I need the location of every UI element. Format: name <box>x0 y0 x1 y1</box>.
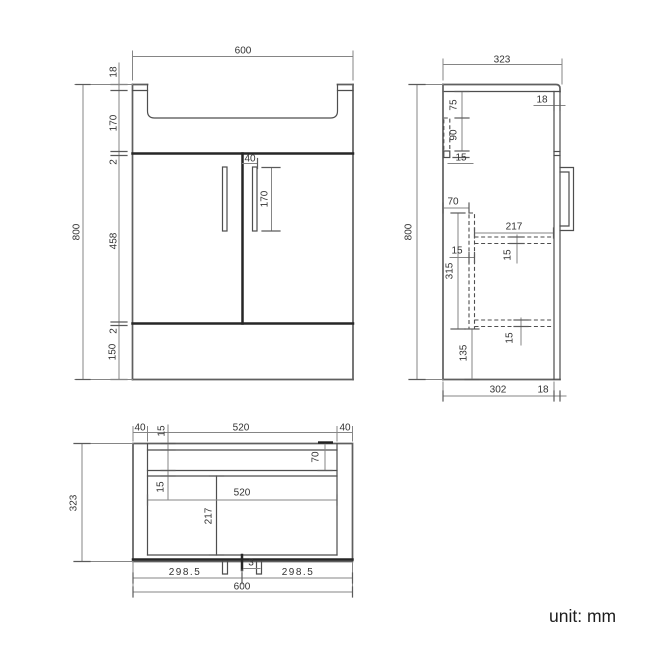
dim-plan-interior-width: 520 <box>232 422 250 434</box>
dim-side-rail-depth: 70 <box>447 196 459 208</box>
dim-plan-divider-depth: 217 <box>203 507 215 525</box>
dim-plan-side-panel-right: 40 <box>339 422 351 434</box>
dim-side-bracket-offset: 75 <box>448 99 460 111</box>
dim-side-body-depth: 302 <box>489 384 507 396</box>
dim-side-height: 800 <box>403 223 415 241</box>
dim-front-door-height: 458 <box>108 232 120 250</box>
dim-front-width: 600 <box>234 45 252 57</box>
door-handle-right <box>253 167 258 231</box>
basin-profile <box>148 85 338 119</box>
dim-plan-left-door: 298.5 <box>168 567 202 578</box>
front-view <box>72 46 354 380</box>
dim-plan-door-gap: 3 <box>248 557 254 569</box>
plan-handle-left <box>223 562 228 575</box>
dim-plan-back-panel-thickness: 15 <box>156 425 168 437</box>
dim-plan-rail-thickness: 15 <box>155 481 167 493</box>
dim-front-plinth: 150 <box>107 343 119 361</box>
dim-side-shelf-depth: 217 <box>505 221 523 233</box>
plan-handle-right <box>257 562 262 575</box>
dim-side-door-thickness-bottom: 18 <box>537 384 549 396</box>
side-view <box>404 55 574 402</box>
side-dimension-lines <box>409 59 566 401</box>
dim-side-bracket-height: 90 <box>448 129 460 141</box>
dim-side-bracket-thickness: 15 <box>455 152 467 164</box>
back-panel-hidden <box>469 213 475 329</box>
dim-side-bottom-height: 135 <box>458 344 470 362</box>
side-door-handle <box>560 168 574 231</box>
shelf-hidden <box>475 237 554 244</box>
dim-plan-interior-width-mid: 520 <box>233 487 251 499</box>
dim-plan-side-panel-left: 40 <box>134 422 146 434</box>
bottom-shelf-hidden <box>475 320 554 327</box>
dim-plan-depth: 323 <box>68 494 80 512</box>
dim-front-counter-thickness: 18 <box>108 66 120 78</box>
dim-side-door-thickness-top: 18 <box>536 94 548 106</box>
dim-front-handle-offset: 40 <box>244 153 256 165</box>
dim-side-back-panel-length: 315 <box>444 262 456 280</box>
dim-front-gap-bottom: 2 <box>108 328 120 334</box>
dim-front-basin-depth: 170 <box>108 114 120 132</box>
dim-plan-rail-depth: 70 <box>310 451 322 463</box>
door-handle-left <box>223 167 228 231</box>
dim-side-depth: 323 <box>493 54 511 66</box>
dim-plan-right-door: 298.5 <box>281 567 315 578</box>
dim-front-handle-length: 170 <box>259 190 271 208</box>
unit-note: unit: mm <box>549 606 617 626</box>
front-doors <box>133 154 354 324</box>
dim-side-shelf-thickness: 15 <box>502 249 514 261</box>
dim-plan-width: 600 <box>233 581 251 593</box>
dim-side-back-panel-thickness: 15 <box>451 245 463 257</box>
dim-front-height: 800 <box>71 223 83 241</box>
dim-side-bottom-shelf-thickness: 15 <box>504 332 516 344</box>
dim-front-gap-top: 2 <box>108 159 120 165</box>
plan-view <box>69 423 353 598</box>
side-outline <box>443 85 560 380</box>
